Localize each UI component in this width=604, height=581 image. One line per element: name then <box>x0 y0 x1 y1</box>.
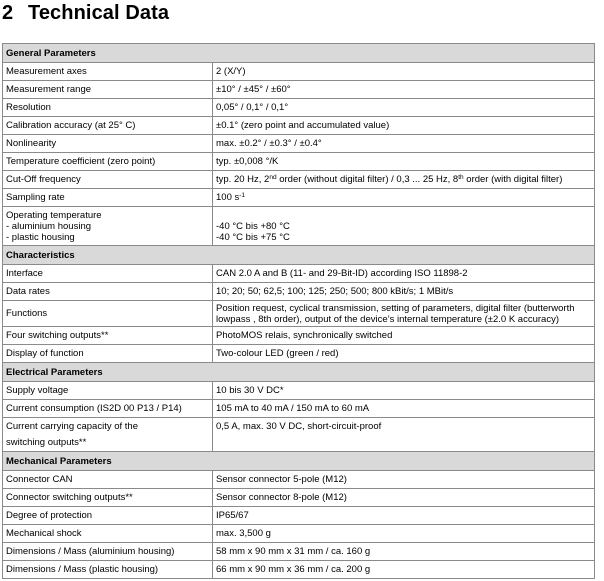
heading-title: Technical Data <box>28 2 170 24</box>
row-label: Calibration accuracy (at 25° C) <box>3 117 213 135</box>
technical-data-table <box>2 43 595 579</box>
heading-number: 2 <box>2 2 14 24</box>
label-line: Operating temperature <box>6 210 102 221</box>
page-heading <box>2 2 169 25</box>
row-label: Dimensions / Mass (plastic housing) <box>3 561 213 579</box>
row-value: 105 mA to 40 mA / 150 mA to 60 mA <box>213 400 595 418</box>
row-value <box>213 189 595 207</box>
row-label: Display of function <box>3 345 213 363</box>
row-value: 0,5 A, max. 30 V DC, short-circuit-proof <box>213 418 595 452</box>
table-row <box>3 345 595 363</box>
label-line: switching outputs** <box>6 437 87 448</box>
row-value: 10 bis 30 V DC* <box>213 382 595 400</box>
row-value <box>213 207 595 246</box>
value-part: order (without digital filter) / 0,3 ... 25 Hz, 8 <box>276 174 459 186</box>
row-label: Cut-Off frequency <box>3 171 213 189</box>
table-row <box>3 561 595 579</box>
section-title: Characteristics <box>3 246 595 265</box>
table-row <box>3 543 595 561</box>
row-value: 66 mm x 90 mm x 36 mm / ca. 200 g <box>213 561 595 579</box>
section-header-mechanical <box>3 452 595 471</box>
table-row <box>3 283 595 301</box>
value-line: -40 °C bis +80 °C <box>216 220 290 232</box>
row-label: Temperature coefficient (zero point) <box>3 153 213 171</box>
row-label: Dimensions / Mass (aluminium housing) <box>3 543 213 561</box>
row-value: CAN 2.0 A and B (11- and 29-Bit-ID) according ISO 11898-2 <box>213 265 595 283</box>
table-row <box>3 525 595 543</box>
row-label: Sampling rate <box>3 189 213 207</box>
row-value: 10; 20; 50; 62,5; 100; 125; 250; 500; 800 kBit/s; 1 MBit/s <box>213 283 595 301</box>
label-line: Current carrying capacity of the <box>6 421 139 432</box>
table-row <box>3 135 595 153</box>
row-value: Two-colour LED (green / red) <box>213 345 595 363</box>
section-title: Electrical Parameters <box>3 363 595 382</box>
label-line: - plastic housing <box>6 232 75 244</box>
row-label: Measurement axes <box>3 63 213 81</box>
value-part: typ. 20 Hz, 2 <box>216 174 270 186</box>
section-header-electrical <box>3 363 595 382</box>
row-label: Supply voltage <box>3 382 213 400</box>
row-label: Interface <box>3 265 213 283</box>
table-row <box>3 207 595 246</box>
table-row <box>3 171 595 189</box>
row-value: Position request, cyclical transmission, setting of parameters, digital filter (butterworth lowpass , 8th order), output of the device’s internal temperature (±2.0 K accuracy) <box>213 301 595 327</box>
section-header-general <box>3 44 595 63</box>
row-value: 0,05° / 0,1° / 0,1° <box>213 99 595 117</box>
section-header-characteristics <box>3 246 595 265</box>
row-value: IP65/67 <box>213 507 595 525</box>
table-row <box>3 81 595 99</box>
superscript: -1 <box>239 192 246 200</box>
table-row <box>3 489 595 507</box>
table-row <box>3 189 595 207</box>
section-title: Mechanical Parameters <box>3 452 595 471</box>
table-row <box>3 400 595 418</box>
row-value: Sensor connector 8-pole (M12) <box>213 489 595 507</box>
table-row <box>3 471 595 489</box>
row-value: PhotoMOS relais, synchronically switched <box>213 327 595 345</box>
row-label: Current consumption (IS2D 00 P13 / P14) <box>3 400 213 418</box>
superscript: nd <box>269 174 277 182</box>
row-value: 2 (X/Y) <box>213 63 595 81</box>
row-label: Four switching outputs** <box>3 327 213 345</box>
row-value: max. ±0.2° / ±0.3° / ±0.4° <box>213 135 595 153</box>
row-label: Data rates <box>3 283 213 301</box>
table-row <box>3 117 595 135</box>
table-row <box>3 327 595 345</box>
row-value: ±10° / ±45° / ±60° <box>213 81 595 99</box>
row-value: typ. ±0,008 °/K <box>213 153 595 171</box>
row-value: Sensor connector 5-pole (M12) <box>213 471 595 489</box>
row-label: Measurement range <box>3 81 213 99</box>
row-label: Mechanical shock <box>3 525 213 543</box>
table-row <box>3 382 595 400</box>
table-row <box>3 301 595 327</box>
row-label: Degree of protection <box>3 507 213 525</box>
row-label: Connector switching outputs** <box>3 489 213 507</box>
row-value: ±0.1° (zero point and accumulated value) <box>213 117 595 135</box>
table-row <box>3 265 595 283</box>
table-row <box>3 153 595 171</box>
table-row <box>3 99 595 117</box>
table-row <box>3 507 595 525</box>
row-label: Resolution <box>3 99 213 117</box>
row-label <box>3 418 213 452</box>
table-row <box>3 418 595 452</box>
row-label: Functions <box>3 301 213 327</box>
row-value <box>213 171 595 189</box>
row-label <box>3 207 213 246</box>
label-line: - aluminium housing <box>6 221 92 233</box>
table-row <box>3 63 595 81</box>
row-label: Nonlinearity <box>3 135 213 153</box>
value-line: -40 °C bis +75 °C <box>216 231 290 243</box>
row-value: max. 3,500 g <box>213 525 595 543</box>
value-part: 100 s <box>216 192 240 204</box>
superscript: th <box>458 174 464 182</box>
row-value: 58 mm x 90 mm x 31 mm / ca. 160 g <box>213 543 595 561</box>
value-part: order (with digital filter) <box>463 174 563 186</box>
section-title: General Parameters <box>3 44 595 63</box>
row-label: Connector CAN <box>3 471 213 489</box>
